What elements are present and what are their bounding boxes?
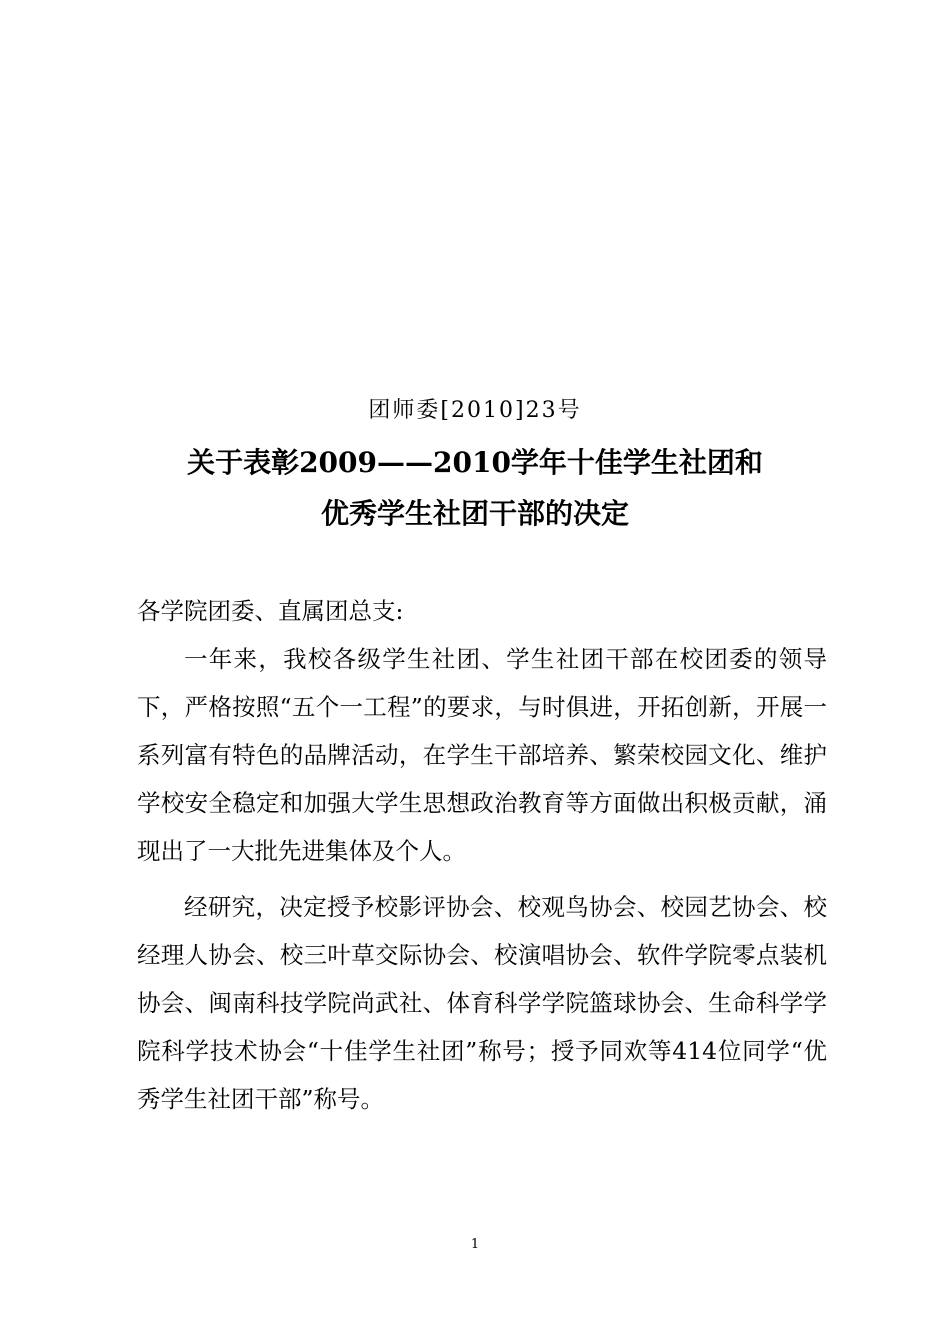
document-title-line-2: 优秀学生社团干部的决定 bbox=[320, 497, 629, 530]
page-number: 1 bbox=[470, 1237, 480, 1252]
body-paragraph: 一年来，我校各级学生社团、学生社团干部在校团委的领导下，严格按照“五个一工程”的要求，与时俱进，开拓创新，开展一系列富有特色的品牌活动，在学生干部培养、繁荣校园文化、维护学校安全稳定和加强大学生思想政治教育等方面做出积极贡献，涌现出了一大批先进集体及个人。 bbox=[137, 645, 827, 865]
body-paragraph: 经研究，决定授予校影评协会、校观鸟协会、校园艺协会、校经理人协会、校三叶草交际协会、校演唱协会、软件学院零点装机协会、闽南科技学院尚武社、体育科学学院篮球协会、生命科学学院科学技术协会“十佳学生社团”称号；授予同欢等414位同学“优秀学生社团干部”称号。 bbox=[137, 893, 827, 1113]
salutation: 各学院团委、直属团总支: bbox=[137, 597, 404, 625]
document-title-line-1: 关于表彰2009——2010学年十佳学生社团和 bbox=[187, 446, 763, 479]
document-number: 团师委[2010]23号 bbox=[368, 398, 582, 423]
